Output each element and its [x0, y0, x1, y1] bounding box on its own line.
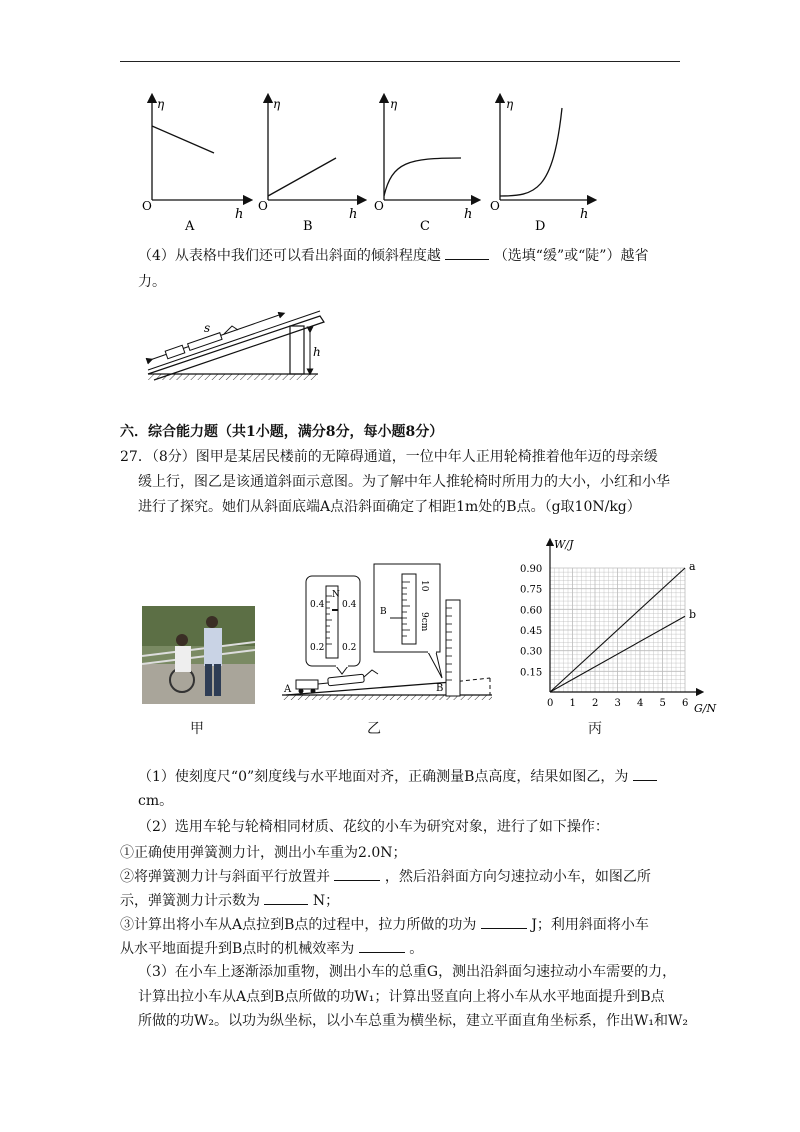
x-tick-label: 6	[682, 698, 689, 709]
p1-answer-blank[interactable]	[633, 766, 657, 781]
yi-ruler-9cm: 9cm	[419, 612, 429, 632]
q27-line2: 缓上行，图乙是该通道斜面示意图。为了解中年人推轮椅时所用力的大小，小红和小华	[138, 474, 670, 490]
p1-line2: cm。	[138, 793, 174, 809]
q4-text-b: （选填“缓”或“陡”）越省	[493, 248, 649, 264]
p1-line1	[138, 766, 657, 787]
graph-a-origin: O	[142, 199, 152, 213]
yi-point-a: A	[284, 684, 292, 695]
figure-jia-caption: 甲	[190, 721, 204, 737]
y-tick-label: 0.90	[520, 564, 543, 575]
yi-spring-meter	[328, 674, 365, 686]
s1-line: ①正确使用弹簧测力计，测出小车重为2.0N；	[120, 845, 407, 861]
yi-scale-unit: N	[332, 590, 340, 600]
s2-answer-blank-1[interactable]	[334, 866, 380, 881]
graph-a	[142, 97, 248, 232]
graph-c	[374, 97, 476, 232]
y-tick-label: 0.45	[520, 626, 543, 637]
s2-text-d: N；	[312, 893, 340, 909]
s2-text-b: ，然后沿斜面方向匀速拉动小车，如图乙所	[384, 869, 651, 885]
x-tick-label: 0	[547, 698, 554, 709]
s2-text-c: 示，弹簧测力计示数为	[120, 893, 260, 909]
p2-line: （2）选用车轮与轮椅相同材质、花纹的小车为研究对象，进行了如下操作：	[138, 819, 609, 835]
figure-yi	[276, 552, 498, 712]
s2-answer-blank-2[interactable]	[264, 890, 308, 905]
efficiency-graphs	[130, 92, 610, 232]
series-label-a: a	[689, 560, 696, 573]
q4-text-a: （4）从表格中我们还可以看出斜面的倾斜程度越	[138, 248, 441, 264]
figure-yi-caption: 乙	[367, 721, 381, 737]
incline-figure	[140, 296, 340, 388]
p3-line1: （3）在小车上逐渐添加重物，测出小车的总重G，测出沿斜面匀速拉动小车需要的力，	[138, 964, 677, 980]
graph-b-label: B	[303, 219, 313, 232]
q27-line3: 进行了探究。她们从斜面底端A点沿斜面确定了相距1m处的B点。（g取10N/kg）	[138, 499, 641, 515]
x-axis-label: G/N	[694, 702, 717, 715]
p3-line3: 所做的功W₂。以功为纵坐标，以小车总重为横坐标，建立平面直角坐标系，作出W₁和W₂	[138, 1013, 689, 1029]
incline-s-label: s	[204, 321, 211, 335]
graph-d-eta: η	[506, 97, 514, 111]
yi-scale-02-right: 0.2	[342, 643, 357, 653]
series-label-b: b	[689, 608, 697, 622]
yi-scale-02-left: 0.2	[310, 643, 325, 653]
incline-h-label: h	[313, 345, 321, 359]
s2-line1	[120, 866, 651, 887]
q4-answer-blank[interactable]	[445, 245, 489, 260]
p1-text: （1）使刻度尺“0”刻度线与水平地面对齐，正确测量B点高度，结果如图乙，为	[138, 769, 629, 785]
graph-b-h: h	[349, 207, 358, 222]
graph-a-eta: η	[157, 97, 165, 111]
q4-line1	[138, 245, 648, 266]
header-rule	[120, 61, 680, 62]
s3-answer-blank-2[interactable]	[359, 938, 405, 953]
yi-cart	[296, 680, 318, 689]
y-tick-label: 0.30	[520, 646, 543, 658]
graph-d-h: h	[580, 207, 589, 222]
graph-a-label: A	[185, 219, 195, 232]
s3-text-d: 。	[409, 941, 424, 957]
figure-jia-photo	[142, 606, 255, 704]
figure-bing-chart	[510, 536, 720, 718]
graph-d	[490, 97, 592, 232]
y-tick-label: 0.75	[520, 584, 543, 596]
graph-d-origin: O	[490, 199, 500, 213]
s2-line2	[120, 890, 339, 911]
yi-ruler-b: B	[380, 607, 387, 617]
graph-c-h: h	[464, 207, 473, 222]
yi-scale-04-right: 0.4	[342, 600, 357, 610]
figure-bing-caption: 丙	[588, 721, 602, 737]
s3-text-a: ③计算出将小车从A点拉到B点的过程中，拉力所做的功为	[120, 917, 477, 933]
s3-text-c: 从水平地面提升到B点时的机械效率为	[120, 941, 355, 957]
s3-answer-blank-1[interactable]	[481, 914, 527, 929]
y-tick-label: 0.15	[520, 667, 543, 679]
s3-line2	[120, 938, 423, 959]
x-tick-label: 4	[637, 698, 644, 709]
y-tick-label: 0.60	[520, 605, 543, 617]
section6-title: 六．综合能力题（共1小题，满分8分，每小题8分）	[120, 424, 444, 440]
yi-point-b: B	[436, 683, 444, 694]
graph-c-label: C	[420, 219, 430, 232]
q27-line1: 27．（8分）图甲是某居民楼前的无障碍通道，一位中年人正用轮椅推着他年迈的母亲缓	[120, 449, 658, 465]
s3-text-b: J；利用斜面将小车	[531, 917, 649, 933]
x-tick-label: 5	[659, 698, 666, 709]
q4-line2: 力。	[138, 274, 166, 290]
graph-d-label: D	[535, 219, 546, 232]
graph-b-eta: η	[273, 97, 281, 111]
incline-board	[148, 311, 320, 370]
x-tick-label: 1	[569, 698, 576, 709]
graph-a-h: h	[235, 207, 244, 222]
p3-line2: 计算出拉小车从A点到B点所做的功W₁；计算出竖直向上将小车从水平地面提升到B点	[138, 989, 665, 1005]
graph-b-origin: O	[258, 199, 268, 213]
graph-c-eta: η	[390, 97, 398, 111]
y-axis-label: W/J	[554, 538, 574, 551]
s2-text-a: ②将弹簧测力计与斜面平行放置并	[120, 869, 330, 885]
yi-ruler-10: 10	[419, 580, 429, 592]
graph-b	[258, 97, 362, 232]
x-tick-label: 2	[592, 698, 599, 709]
yi-scale-04-left: 0.4	[310, 600, 325, 610]
s3-line1	[120, 914, 649, 935]
graph-c-origin: O	[374, 199, 384, 213]
x-tick-label: 3	[614, 698, 621, 709]
ground-hatch	[148, 374, 318, 380]
